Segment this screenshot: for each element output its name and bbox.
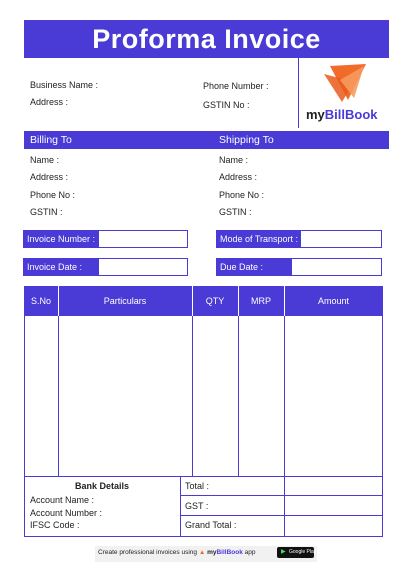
due-date-label: Due Date :	[217, 259, 292, 275]
billing-header-bar	[24, 131, 389, 149]
bill-phone-label: Phone No :	[30, 190, 76, 200]
ship-gstin-label: GSTIN :	[219, 207, 252, 217]
footer-message: Create professional invoices using	[98, 549, 197, 556]
invoice-number-field[interactable]	[23, 230, 188, 248]
footer-brand-name: BillBook	[216, 549, 243, 556]
business-name-label: Business Name :	[30, 80, 99, 90]
logo-text	[306, 107, 378, 122]
header-divider	[298, 58, 299, 128]
title-bar	[24, 20, 389, 58]
total-label: Total :	[185, 481, 210, 491]
items-table-header	[24, 286, 383, 316]
google-play-badge-text: Google Play	[289, 549, 317, 555]
invoice-date-field[interactable]	[23, 258, 188, 276]
mode-of-transport-label: Mode of Transport :	[217, 231, 301, 247]
invoice-date-label: Invoice Date :	[24, 259, 99, 275]
col-divider	[58, 316, 59, 476]
ship-address-label: Address :	[219, 172, 258, 182]
grand-total-label: Grand Total :	[185, 520, 237, 530]
col-divider	[284, 316, 285, 537]
shipping-to-heading: Shipping To	[219, 134, 274, 146]
page-title: Proforma Invoice	[92, 24, 321, 54]
col-amount: Amount	[317, 296, 350, 306]
bank-divider	[180, 476, 181, 537]
bill-name-label: Name :	[30, 155, 60, 165]
bill-address-label: Address :	[30, 172, 69, 182]
header-sep	[284, 286, 285, 316]
col-mrp: MRP	[251, 296, 271, 306]
ship-phone-label: Phone No :	[219, 190, 265, 200]
ship-name-label: Name :	[219, 155, 249, 165]
table-body-bottom-line	[24, 476, 383, 477]
col-qty: QTY	[205, 296, 225, 306]
invoice-number-label: Invoice Number :	[24, 231, 99, 247]
footer-brand-prefix: my	[207, 549, 217, 556]
gst-label: GST :	[185, 501, 209, 511]
google-play-icon: ▶	[281, 549, 286, 555]
col-divider	[238, 316, 239, 476]
mode-of-transport-field[interactable]	[216, 230, 382, 248]
business-address-label: Address :	[30, 97, 69, 107]
footer-app-word: app	[244, 549, 256, 556]
bill-gstin-label: GSTIN :	[30, 207, 63, 217]
gst-line	[180, 515, 383, 516]
footer-brand	[207, 549, 243, 556]
header-sep	[238, 286, 239, 316]
col-divider	[192, 316, 193, 476]
footer-logo-icon: ▲	[198, 549, 206, 556]
logo-prefix: my	[306, 107, 325, 122]
bank-details-title: Bank Details	[74, 481, 130, 491]
col-sno: S.No	[30, 296, 51, 306]
footer-text	[98, 549, 256, 556]
due-date-field[interactable]	[216, 258, 382, 276]
logo-brand: BillBook	[324, 107, 378, 122]
account-number-label: Account Number :	[30, 508, 103, 518]
col-particulars: Particulars	[103, 296, 147, 306]
ifsc-code-label: IFSC Code :	[30, 520, 80, 530]
billing-to-heading: Billing To	[30, 134, 72, 146]
account-name-label: Account Name :	[30, 495, 95, 505]
total-line	[180, 495, 383, 496]
phone-number-label: Phone Number :	[203, 81, 269, 91]
header-sep	[192, 286, 193, 316]
gstin-no-label: GSTIN No :	[203, 100, 250, 110]
